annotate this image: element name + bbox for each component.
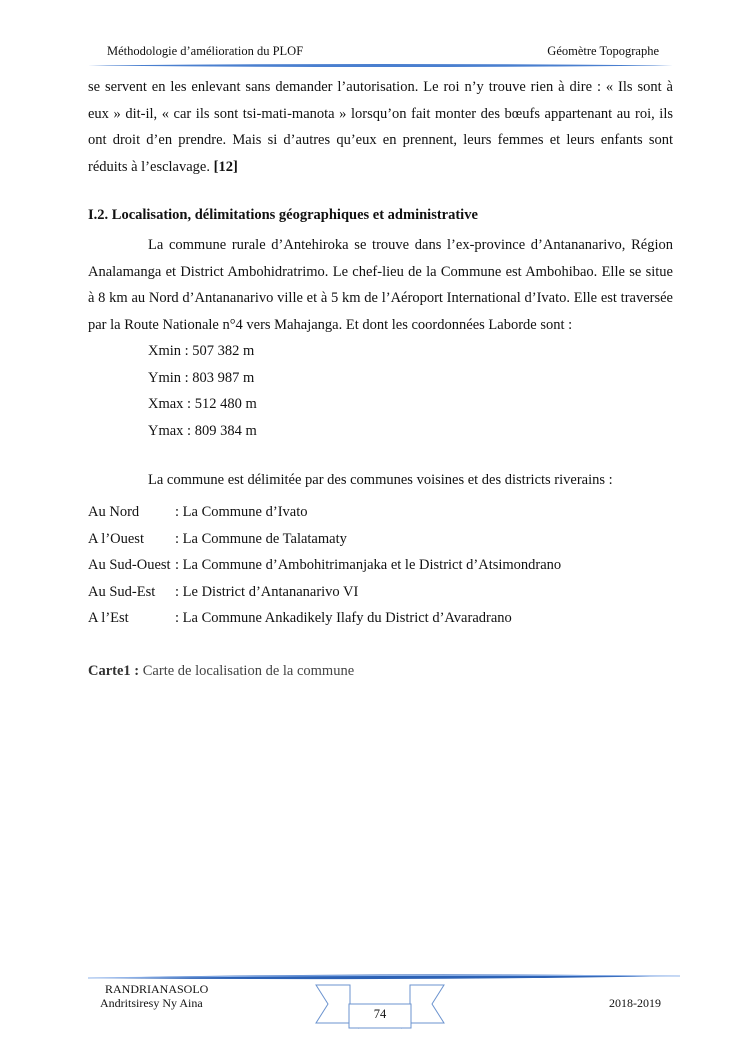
neighbor-direction: Au Sud-Est xyxy=(88,583,156,600)
page-number: 74 xyxy=(373,1007,387,1021)
neighbor-value: : La Commune d’Ambohitrimanjaka et le District d’Atsimondrano xyxy=(175,557,562,573)
header-right-title: Géomètre Topographe xyxy=(547,44,659,58)
neighbor-row xyxy=(88,552,561,579)
neighbor-direction: Au Sud-Ouest xyxy=(88,557,171,573)
footer-author-line2: Andritsiresy Ny Aina xyxy=(100,996,203,1010)
section-title: I.2. Localisation, délimitations géographiques et administrative xyxy=(88,207,478,223)
paragraph-continuation xyxy=(88,74,673,180)
coord-ymax: Ymax : 809 384 m xyxy=(148,422,257,439)
neighbor-row xyxy=(88,579,561,606)
paragraph-1-text: se servent en les enlevant sans demander l’autorisation. Le roi n’y trouve rien à dire : « Ils sont à eux » dit-il, « car ils sont tsi-mati-manota » lorsqu’on fait monter des bœufs appartenant au roi, ils ont droit d’en prendre. Mais si d’autres qu’eux en prennent, leurs femmes et leurs enfants sont réduits à l’esclavage. xyxy=(88,79,673,175)
neighbor-value: : Le District d’Antananarivo VI xyxy=(175,583,359,600)
map-caption-label: Carte1 : xyxy=(88,663,140,679)
footer-author-line1: RANDRIANASOLO xyxy=(105,982,209,996)
paragraph-localisation: La commune rurale d’Antehiroka se trouve dans l’ex-province d’Antananarivo, Région Analamanga et District Ambohidratrimo. Le chef-lieu de la Commune est Ambohibao. Elle se situe à 8 km au Nord d’Antananarivo ville et à 5 km de l’Aéroport International d’Ivato. Elle est traversée par la Route Nationale n°4 vers Mahajanga. Et dont les coordonnées Laborde sont : xyxy=(88,237,673,333)
coordinates-list xyxy=(148,338,257,444)
paragraph-boundaries: La commune est délimitée par des communes voisines et des districts riverains : xyxy=(148,472,613,488)
neighbors-list xyxy=(88,499,561,632)
footer-year: 2018-2019 xyxy=(609,996,661,1010)
neighbor-row xyxy=(88,499,561,526)
header-rule xyxy=(88,63,673,68)
neighbor-value: : La Commune Ankadikely Ilafy du District d’Avaradrano xyxy=(175,610,512,626)
neighbor-row xyxy=(88,526,561,553)
citation-reference: [12] xyxy=(213,158,238,175)
neighbor-value: : La Commune d’Ivato xyxy=(175,504,308,520)
coord-ymin: Ymin : 803 987 m xyxy=(148,369,255,386)
neighbor-direction: A l’Est xyxy=(88,610,129,626)
coord-xmin: Xmin : 507 382 m xyxy=(148,343,255,359)
neighbor-value: : La Commune de Talatamaty xyxy=(175,530,347,547)
footer-author xyxy=(100,982,208,1010)
neighbor-direction: Au Nord xyxy=(88,504,140,520)
coord-xmax: Xmax : 512 480 m xyxy=(148,396,257,412)
map-caption xyxy=(88,663,354,680)
neighbor-direction: A l’Ouest xyxy=(88,530,144,547)
neighbor-row xyxy=(88,605,561,632)
footer-rule xyxy=(88,973,680,981)
header-left-title: Méthodologie d’amélioration du PLOF xyxy=(107,44,304,58)
map-caption-text: Carte de localisation de la commune xyxy=(139,663,355,679)
